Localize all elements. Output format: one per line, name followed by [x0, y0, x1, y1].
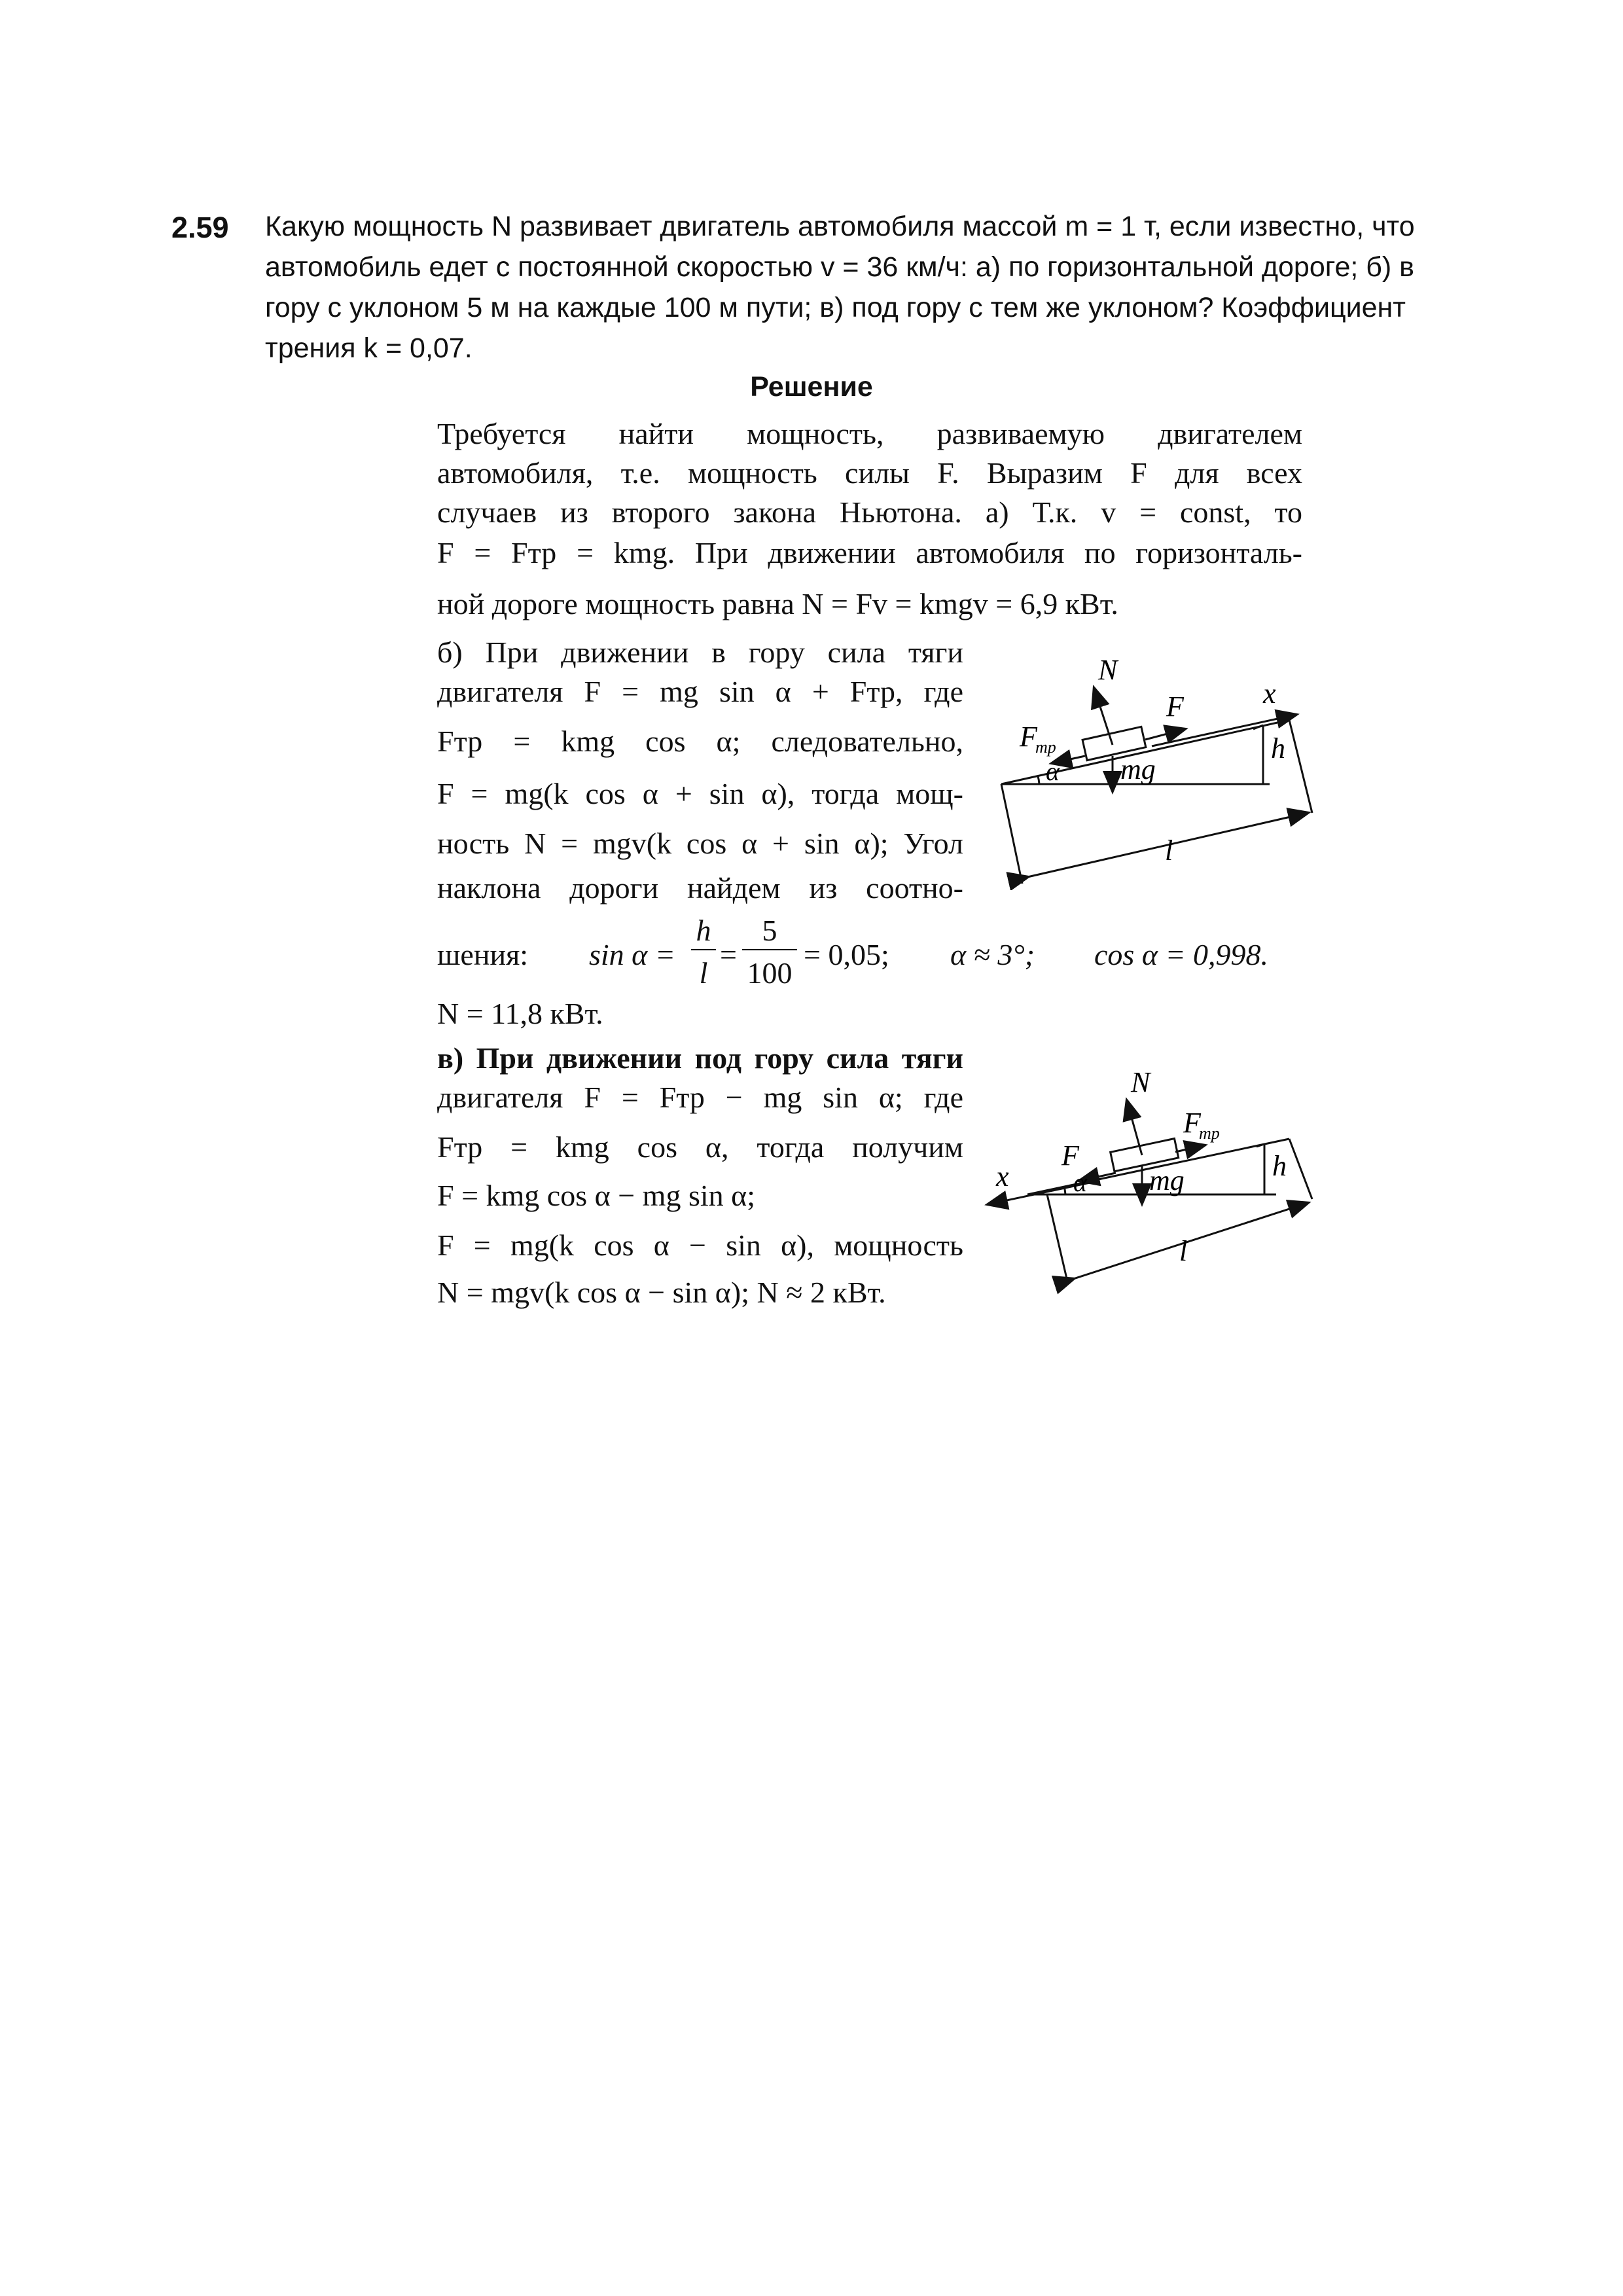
calc-label: шения:	[437, 938, 529, 971]
problem-line-1: Какую мощность N развивает двигатель автомобиля массой m = 1 т, если известно, что	[265, 211, 1415, 242]
intro-line-1: Требуется найти мощность, развиваемую двигателем	[437, 417, 1302, 450]
problem-line-4: трения k = 0,07.	[265, 332, 473, 364]
problem-line-3: гору с уклоном 5 м на каждые 100 м пути; в) под гору с тем же уклоном? Коэффициент	[265, 292, 1406, 323]
frac1-den: l	[699, 956, 708, 990]
length-right-line	[1289, 1139, 1312, 1199]
label-mg: mg	[1120, 753, 1156, 785]
part-b-line-2: двигателя F = mg sin α + Fтр, где	[437, 675, 963, 708]
label-x: x	[996, 1160, 1009, 1193]
length-dim	[1073, 1203, 1308, 1279]
incline-diagram-uphill	[982, 641, 1322, 890]
label-alpha: α	[1046, 757, 1060, 786]
frac-eq: =	[720, 938, 737, 971]
label-x: x	[1263, 677, 1276, 709]
label-h: h	[1271, 732, 1285, 764]
part-c-line-3: Fтр = kmg cos α, тогда получим	[437, 1130, 963, 1164]
solution-title: Решение	[750, 371, 873, 403]
label-F: F	[1061, 1139, 1079, 1172]
part-c-line-5: F = mg(k cos α − sin α), мощность	[437, 1229, 963, 1262]
frac1-num: h	[696, 914, 711, 947]
length-left-line	[1001, 784, 1022, 884]
height-tick	[1257, 1144, 1264, 1147]
frac2-num: 5	[762, 914, 777, 947]
problem-number: 2.59	[171, 211, 229, 244]
label-mg: mg	[1149, 1164, 1185, 1196]
label-Ftr-sub: тр	[1035, 738, 1056, 757]
label-Ftr: F	[1183, 1107, 1201, 1139]
calc-alpha: α ≈ 3°;	[950, 938, 1035, 971]
intro-line-3: случаев из второго закона Ньютона. а) Т.к. v = const, то	[437, 495, 1302, 529]
label-l: l	[1165, 834, 1173, 867]
frac1-bar	[691, 949, 716, 950]
intro-line-2: автомобиля, т.е. мощность силы F. Выразим F для всех	[437, 456, 1302, 490]
calc-result: = 0,05;	[804, 938, 889, 971]
incline-diagram-downhill	[982, 1054, 1322, 1302]
label-Ftr: F	[1020, 721, 1037, 753]
length-right-line	[1289, 720, 1312, 813]
frac2-bar	[742, 949, 797, 950]
part-c-line-2: двигателя F = Fтр − mg sin α; где	[437, 1081, 963, 1114]
part-b-line-6: наклона дороги найдем из соотно-	[437, 871, 963, 905]
calc-sin: sin α =	[589, 938, 675, 971]
part-c-line-6: N = mgv(k cos α − sin α); N ≈ 2 кВт.	[437, 1276, 886, 1309]
angle-arc	[1038, 776, 1039, 784]
part-c-line-1: в) При движении под гору сила тяги	[437, 1041, 963, 1075]
length-left-line	[1047, 1194, 1068, 1284]
part-b-line-4: F = mg(k cos α + sin α), тогда мощ-	[437, 777, 963, 810]
intro-line-5: ной дороге мощность равна N = Fv = kmgv = 6,9 кВт.	[437, 587, 1118, 620]
friction-vector	[1175, 1145, 1204, 1152]
part-b-result: N = 11,8 кВт.	[437, 997, 603, 1030]
angle-arc	[1064, 1187, 1065, 1194]
calc-cos: cos α = 0,998.	[1094, 938, 1269, 971]
label-N: N	[1131, 1066, 1150, 1098]
label-alpha: α	[1073, 1168, 1087, 1197]
intro-line-4: F = Fтр = kmg. При движении автомобиля по горизонталь-	[437, 536, 1302, 569]
part-b-line-3: Fтр = kmg cos α; следовательно,	[437, 725, 963, 758]
part-b-line-5: ность N = mgv(k cos α + sin α); Угол	[437, 827, 963, 860]
label-h: h	[1272, 1150, 1287, 1182]
label-N: N	[1098, 654, 1118, 686]
force-vector	[1145, 729, 1185, 740]
label-Ftr-sub: тр	[1199, 1124, 1220, 1143]
part-c-line-4: F = kmg cos α − mg sin α;	[437, 1179, 756, 1212]
problem-line-2: автомобиль едет с постоянной скоростью v = 36 км/ч: а) по горизонтальной дороге; б) в	[265, 251, 1415, 283]
part-b-line-1: б) При движении в гору сила тяги	[437, 636, 963, 669]
label-l: l	[1179, 1235, 1188, 1267]
frac2-den: 100	[747, 956, 793, 990]
label-F: F	[1166, 691, 1184, 723]
